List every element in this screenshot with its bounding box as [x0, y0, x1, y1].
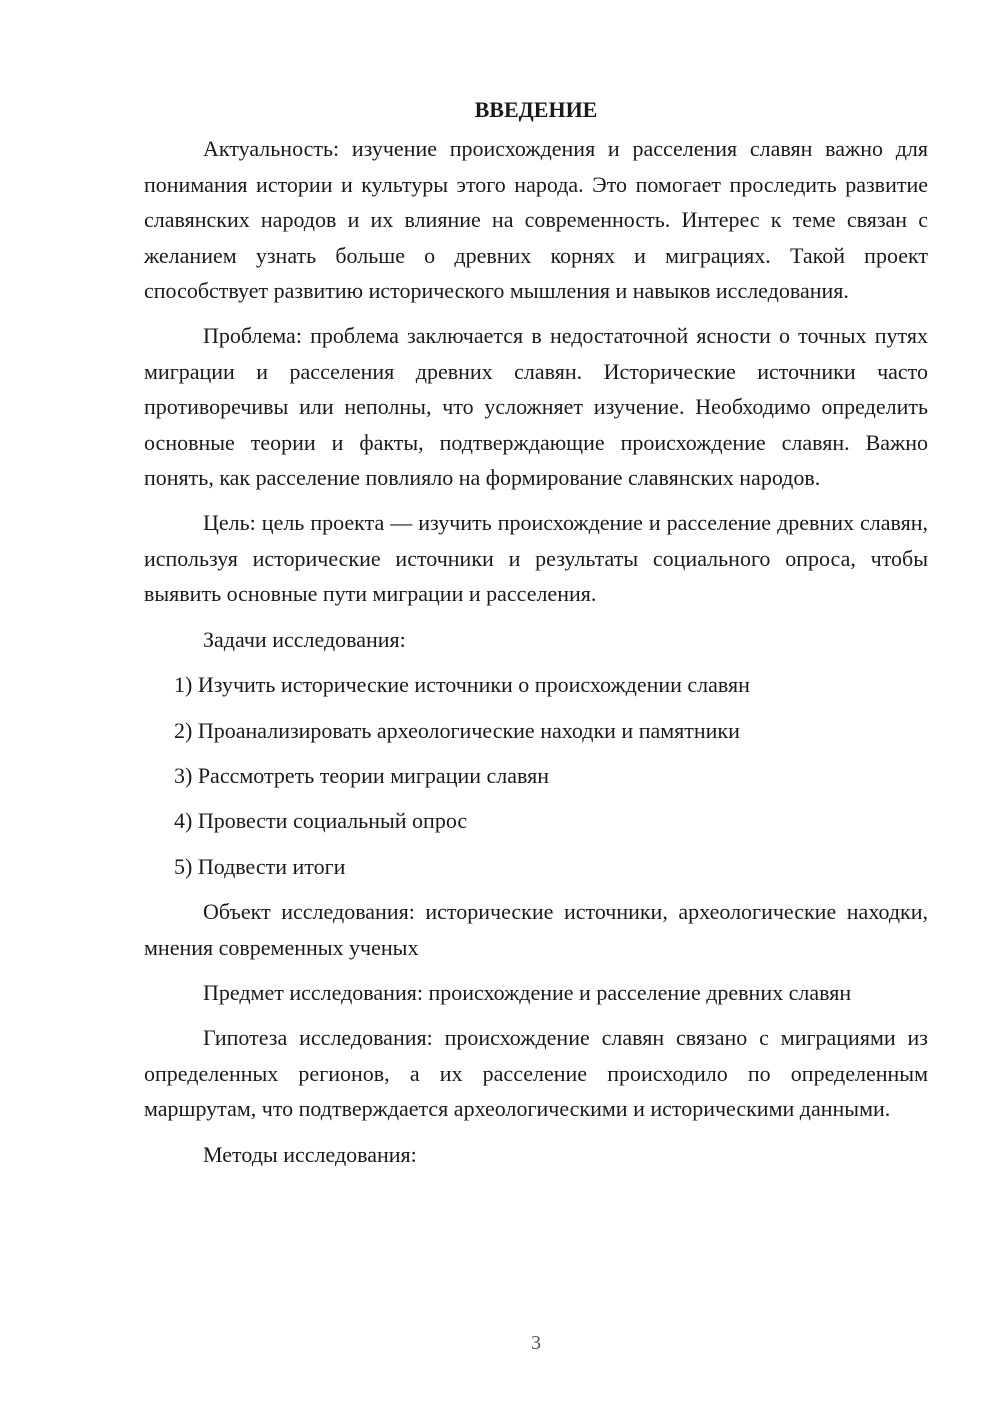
hypothesis-paragraph: Гипотеза исследования: происхождение славян связано с миграциями из определенных регионов, а их расселение происходило по определенным маршрутам, что подтверждается археологическими и историческими данными. [144, 1025, 928, 1122]
subject-paragraph: Предмет исследования: происхождение и расселение древних славян [203, 979, 852, 1005]
list-item: 1) Изучить исторические источники о происхождении славян [174, 672, 750, 698]
goal-paragraph: Цель: цель проекта — изучить происхождение и расселение древних славян, используя исторические источники и результаты социального опроса, чтобы выявить основные пути миграции и расселения. [144, 510, 928, 607]
tasks-list [144, 667, 928, 884]
tasks-heading: Задачи исследования: [203, 626, 406, 652]
object-paragraph: Объект исследования: исторические источники, археологические находки, мнения современных ученых [144, 899, 928, 960]
list-item: 3) Рассмотреть теории миграции славян [174, 762, 550, 788]
problem-paragraph: Проблема: проблема заключается в недостаточной ясности о точных путях миграции и расселения древних славян. Исторические источники часто противоречивы или неполны, что усложняет изучение. Необходимо определить основные теории и факты, подтверждающие происхождение славян. Важно понять, как расселение повлияло на формирование славянских народов. [144, 323, 928, 491]
methods-heading: Методы исследования: [203, 1141, 417, 1167]
page-number: 3 [531, 1332, 541, 1354]
relevance-paragraph: Актуальность: изучение происхождения и расселения славян важно для понимания истории и культуры этого народа. Это помогает проследить развитие славянских народов и их влияние на современность. Интерес к теме связан с желанием узнать больше о древних корнях и миграциях. Такой проект способствует развитию исторического мышления и навыков исследования. [144, 136, 928, 304]
list-item: 4) Провести социальный опрос [174, 808, 468, 834]
document-page [144, 92, 928, 1182]
list-item: 2) Проанализировать археологические находки и памятники [174, 717, 740, 743]
page-title: ВВЕДЕНИЕ [474, 97, 598, 122]
list-item: 5) Подвести итоги [174, 853, 346, 879]
